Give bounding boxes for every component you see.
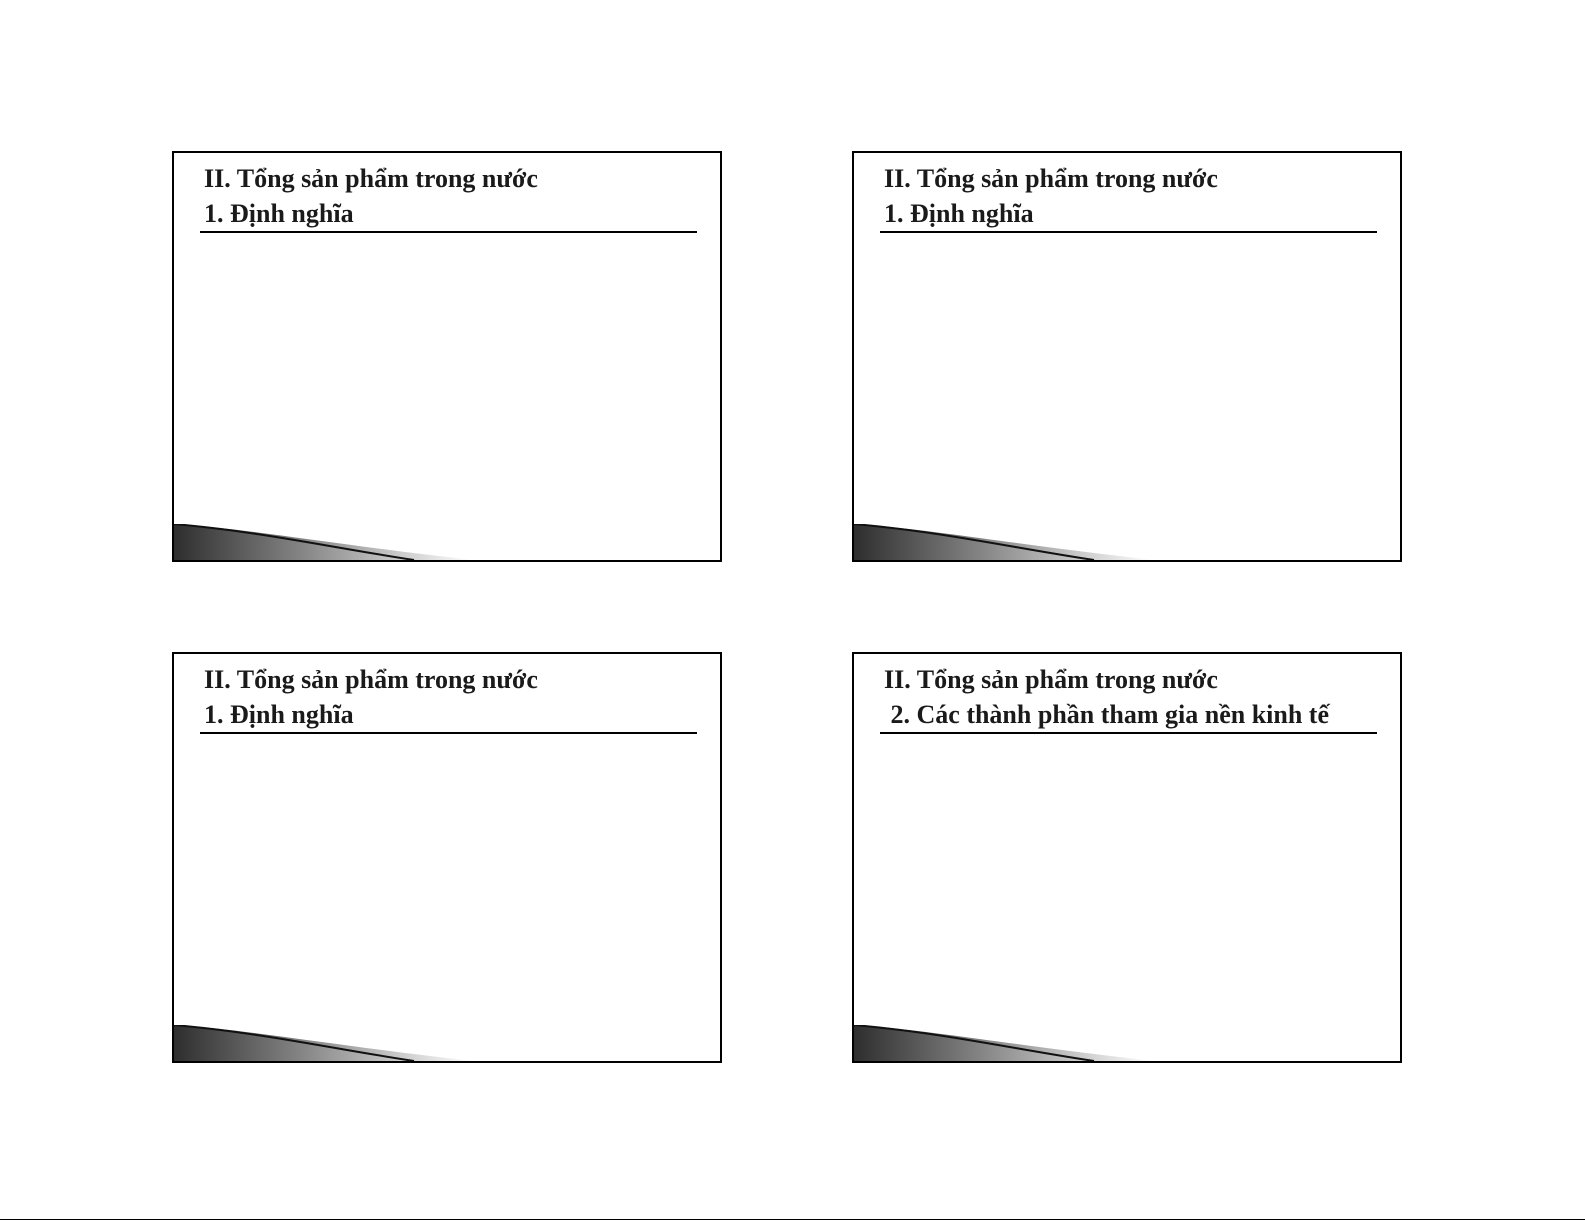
slide-title bbox=[204, 662, 538, 732]
slide-4 bbox=[852, 652, 1402, 1063]
corner-swoosh-decoration bbox=[854, 1025, 1154, 1061]
slide-1 bbox=[172, 151, 722, 562]
title-divider bbox=[880, 231, 1377, 233]
slide-subheading: 1. Định nghĩa bbox=[204, 199, 354, 228]
slide-3 bbox=[172, 652, 722, 1063]
corner-swoosh-decoration bbox=[854, 524, 1154, 560]
slide-2 bbox=[852, 151, 1402, 562]
slide-subheading: 1. Định nghĩa bbox=[884, 199, 1034, 228]
slide-title bbox=[884, 662, 1329, 732]
slide-heading: II. Tổng sản phẩm trong nước bbox=[204, 164, 538, 193]
slide-heading: II. Tổng sản phẩm trong nước bbox=[204, 665, 538, 694]
slide-subheading: 1. Định nghĩa bbox=[204, 700, 354, 729]
slide-heading: II. Tổng sản phẩm trong nước bbox=[884, 665, 1218, 694]
slide-subheading: 2. Các thành phần tham gia nền kinh tế bbox=[884, 700, 1329, 729]
corner-swoosh-decoration bbox=[174, 524, 474, 560]
title-divider bbox=[200, 231, 697, 233]
title-divider bbox=[200, 732, 697, 734]
slide-heading: II. Tổng sản phẩm trong nước bbox=[884, 164, 1218, 193]
page-bottom-rule bbox=[0, 1219, 1585, 1220]
slide-title bbox=[204, 161, 538, 231]
corner-swoosh-decoration bbox=[174, 1025, 474, 1061]
title-divider bbox=[880, 732, 1377, 734]
slide-title bbox=[884, 161, 1218, 231]
